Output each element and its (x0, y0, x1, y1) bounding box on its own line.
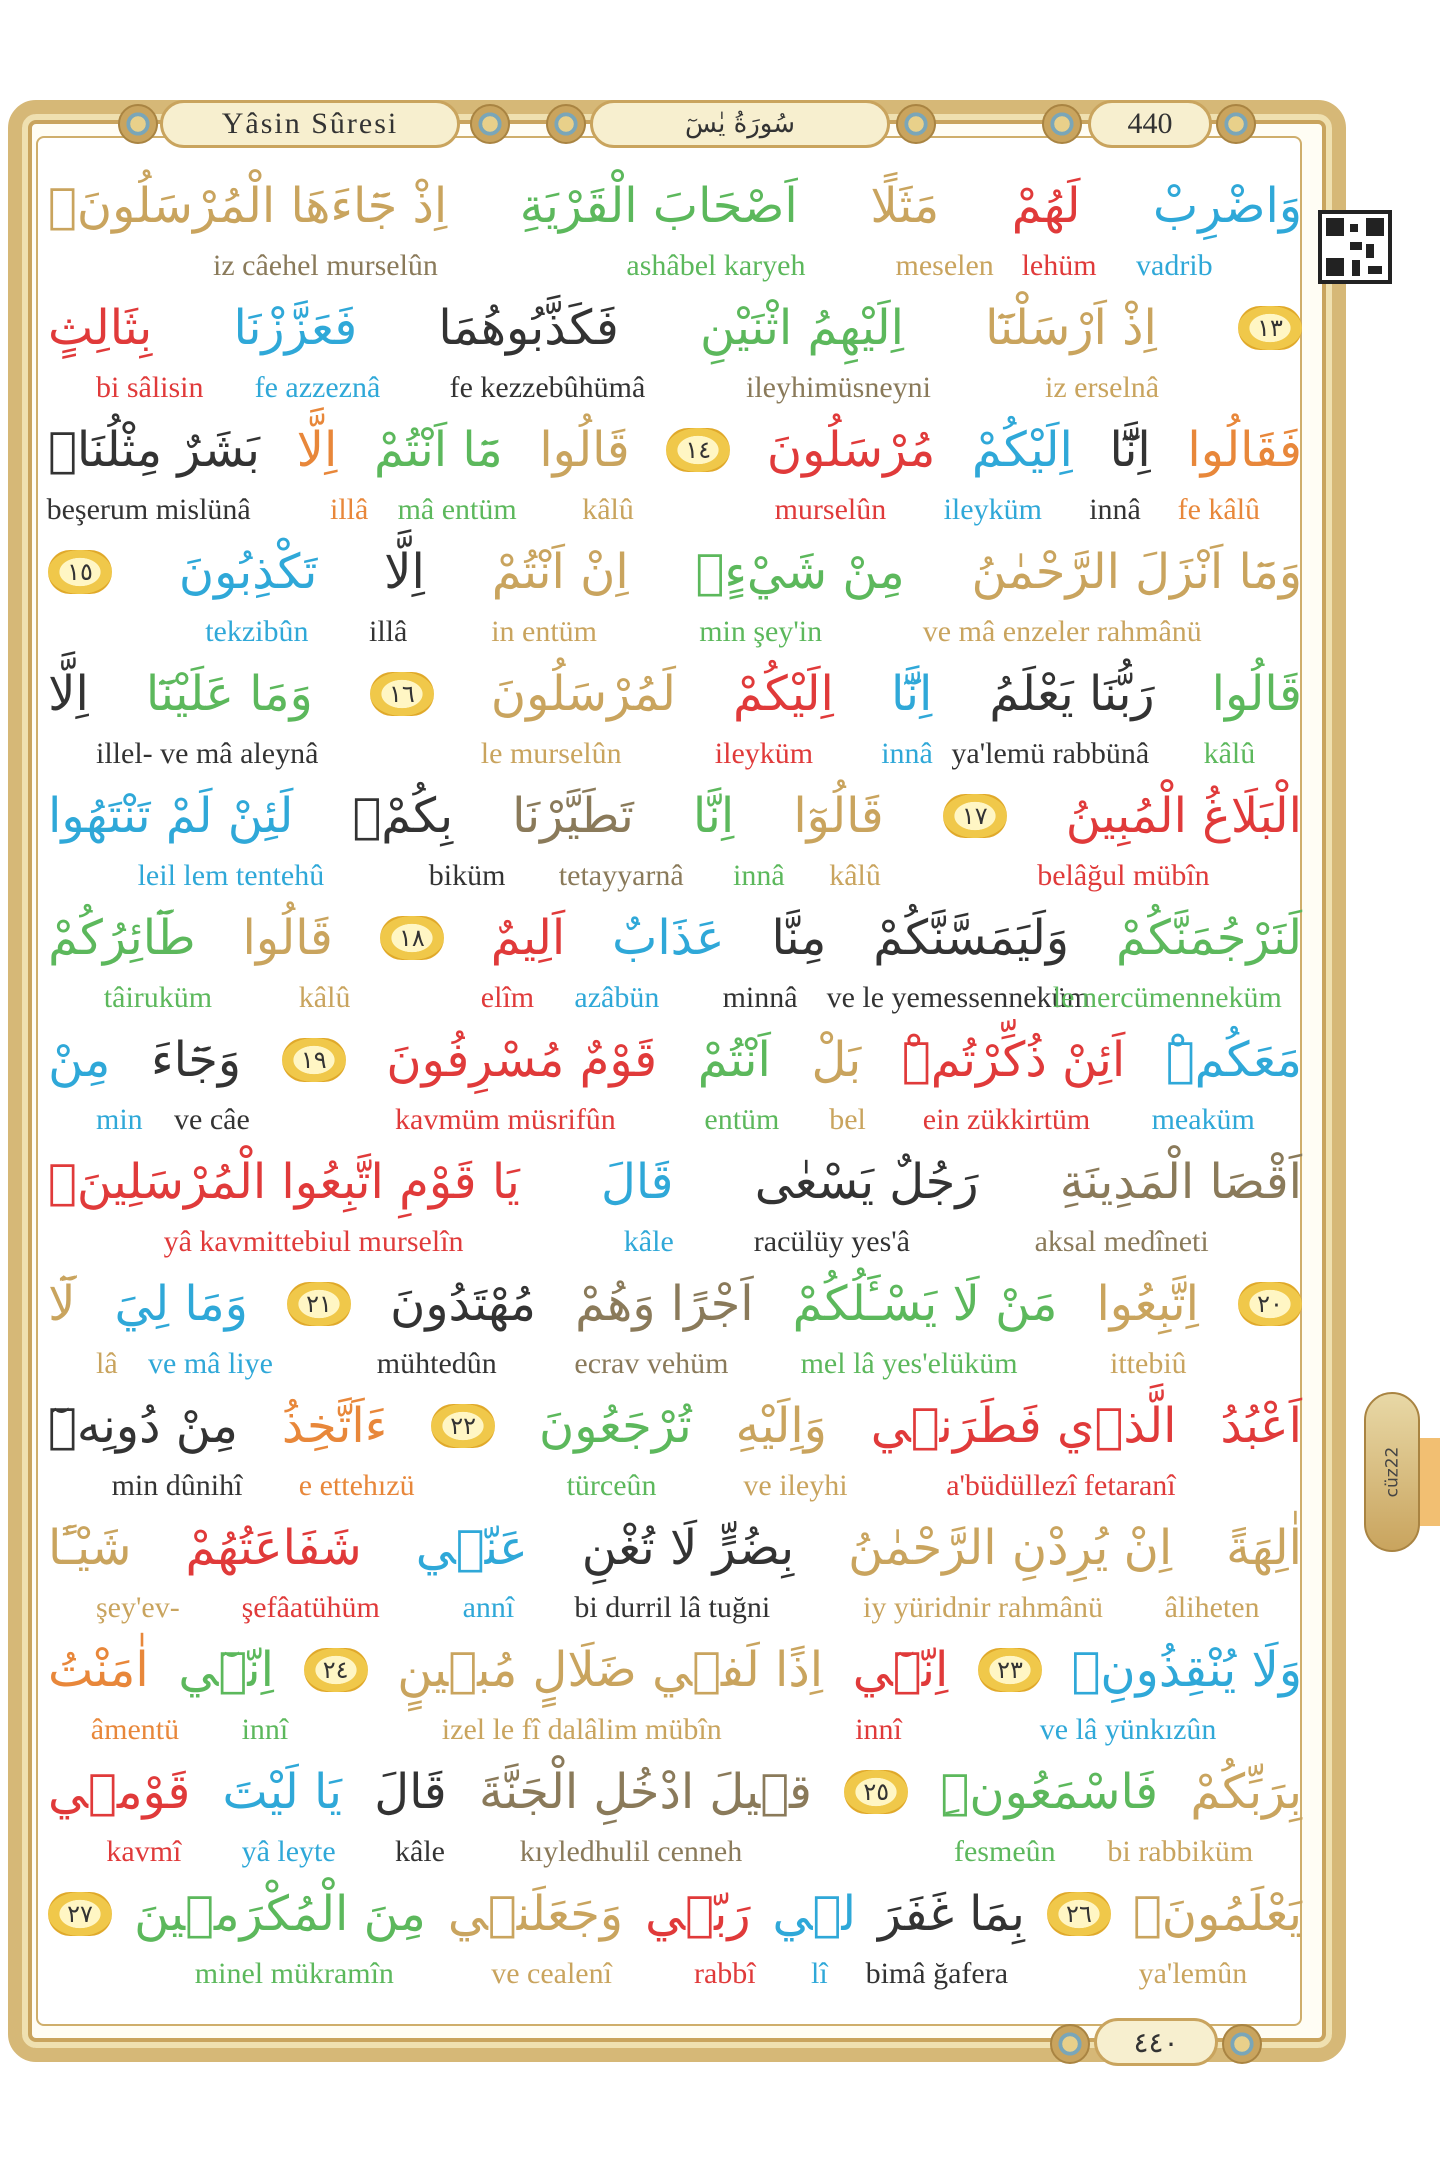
arabic-word: مِنْ شَيْءٍۙ (695, 544, 905, 600)
transliteration-word: ve cealenî (491, 1957, 612, 1990)
verse-line (44, 902, 1306, 1026)
arabic-text (44, 292, 1306, 364)
transliteration-word: ileyküm (943, 493, 1042, 526)
arabic-text (44, 1024, 1306, 1096)
surah-name-arabic: سُورَةُ يٰسٓ (590, 100, 890, 148)
verse-line (44, 1756, 1306, 1880)
arabic-word: وَاضْرِبْ (1153, 178, 1302, 234)
arabic-word: اَقْصَا الْمَدِينَةِ (1059, 1154, 1302, 1210)
verse-line (44, 170, 1306, 294)
transliteration-word: aksal medîneti (1034, 1225, 1209, 1258)
transliteration-word: meaküm (1151, 1103, 1255, 1136)
transliteration-word: azâbün (574, 981, 660, 1014)
transliteration-word: kavmüm müsrifûn (395, 1103, 616, 1136)
verse-line (44, 1634, 1306, 1758)
transliteration-word: âliheten (1164, 1591, 1260, 1624)
arabic-word: مَٓا اَنْتُمْ (374, 422, 503, 478)
transliteration-word: iz câehel murselûn (213, 249, 438, 282)
transliteration-word: türceûn (566, 1469, 657, 1502)
transliteration-word: tetayyarnâ (558, 859, 684, 892)
arabic-word: قَالُوا (1211, 666, 1302, 722)
transliteration-word: ileyhimüsneyni (746, 371, 931, 404)
verse-number-marker: ١٦ (370, 672, 434, 716)
transliteration-word: minel mükramîn (194, 1957, 394, 1990)
arabic-word: اِنَّٓا (1109, 422, 1151, 478)
arabic-text (44, 1512, 1306, 1584)
verse-number-marker: ٢٣ (978, 1648, 1042, 1692)
transliteration-word: kâle (395, 1835, 445, 1868)
transliteration-word: ve le yemessenneküm (826, 981, 1090, 1014)
arabic-word: اِتَّبِعُوا (1096, 1276, 1199, 1332)
footer-ornament-icon (1050, 2024, 1090, 2064)
verse-number-marker: ٢٧ (48, 1892, 112, 1936)
transliteration (44, 1832, 1306, 1872)
arabic-word: بِضُرٍّ لَا تُغْنِ (581, 1520, 795, 1576)
surah-name-latin: Yâsin Sûresi (160, 100, 460, 148)
arabic-word: وَلَيَمَسَّنَّكُمْ (873, 910, 1070, 966)
transliteration-word: fesmeûn (954, 1835, 1056, 1868)
transliteration-word: ecrav vehüm (574, 1347, 729, 1380)
header-ornament-icon (470, 104, 510, 144)
arabic-text (44, 1756, 1306, 1828)
verse-number-marker: ٢٥ (844, 1770, 908, 1814)
arabic-word: شَيْـًٔا (48, 1520, 132, 1576)
verse-number-marker: ٢٦ (1047, 1892, 1111, 1936)
transliteration-word: bi sâlisin (96, 371, 204, 404)
verse-line (44, 1878, 1306, 2002)
transliteration-word: racülüy yes'â (753, 1225, 910, 1258)
verse-line (44, 658, 1306, 782)
verse-line (44, 1146, 1306, 1270)
arabic-text (44, 1268, 1306, 1340)
header-ornament-icon (546, 104, 586, 144)
transliteration-word: elîm (480, 981, 535, 1014)
arabic-word: فَقَالُوا (1187, 422, 1302, 478)
arabic-word: عَذَابٌ (612, 910, 725, 966)
arabic-word: وَجَعَلَن۪ي (447, 1886, 624, 1942)
arabic-word: اِذْ جَٓاءَهَا الْمُرْسَلُونَۚ (48, 178, 448, 234)
arabic-word: لَنَرْجُمَنَّكُمْ (1116, 910, 1302, 966)
header-ornament-icon (118, 104, 158, 144)
arabic-word: قَالُوٓا (793, 788, 884, 844)
arabic-word: ق۪يلَ ادْخُلِ الْجَنَّةَ (479, 1764, 812, 1820)
transliteration-word: lehüm (1021, 249, 1097, 282)
transliteration-word: ya'lemü rabbünâ (951, 737, 1150, 770)
arabic-word: وَجَٓاءَ (151, 1032, 242, 1088)
transliteration-word: ya'lemûn (1138, 1957, 1248, 1990)
arabic-word: قَوْم۪ي (48, 1764, 191, 1820)
arabic-word: قَالَ (601, 1154, 674, 1210)
transliteration-word: ve ileyhi (743, 1469, 848, 1502)
transliteration (44, 1222, 1306, 1262)
arabic-word: تُرْجَعُونَ (538, 1398, 692, 1454)
arabic-word: وَمَا عَلَيْنَٓا (145, 666, 313, 722)
arabic-word: تَطَيَّرْنَا (512, 788, 634, 844)
verse-number-marker: ٢٤ (304, 1648, 368, 1692)
arabic-word: وَمَٓا اَنْزَلَ الرَّحْمٰنُ (971, 544, 1302, 600)
arabic-word: قَوْمٌ مُسْرِفُونَ (386, 1032, 658, 1088)
transliteration-word: ileyküm (714, 737, 814, 770)
juz-ornament (1364, 1392, 1420, 1552)
verse-line (44, 1024, 1306, 1148)
header-ornament-icon (1042, 104, 1082, 144)
arabic-word: اِلَّا (384, 544, 425, 600)
transliteration-word: âmentü (90, 1713, 180, 1746)
transliteration-word: şefâatühüm (241, 1591, 380, 1624)
verse-number-marker: ١٤ (666, 428, 730, 472)
transliteration-word: kâlû (298, 981, 351, 1014)
arabic-word: اٰمَنْتُ (48, 1642, 149, 1698)
transliteration-word: leil lem tentehû (137, 859, 325, 892)
transliteration-word: vadrib (1136, 249, 1213, 282)
arabic-word: تَكْذِبُونَ (178, 544, 318, 600)
arabic-word: لَهُمْ (1011, 178, 1081, 234)
transliteration-word: bi rabbiküm (1107, 1835, 1254, 1868)
verse-line (44, 1390, 1306, 1514)
verse-number-marker: ١٥ (48, 550, 112, 594)
arabic-word: عَنّ۪ي (415, 1520, 528, 1576)
transliteration (44, 368, 1306, 408)
arabic-word: مِنَّا (771, 910, 827, 966)
arabic-word: اِذًا لَف۪ي ضَلَالٍ مُب۪ينٍ (397, 1642, 824, 1698)
arabic-word: لَئِنْ لَمْ تَنْتَهُوا (48, 788, 294, 844)
arabic-word: قَالَ (374, 1764, 447, 1820)
transliteration-word: bimâ ğafera (865, 1957, 1009, 1990)
transliteration-word: fe azzeznâ (254, 371, 381, 404)
verse-line (44, 536, 1306, 660)
transliteration-word: ve mâ enzeler rahmânü (922, 615, 1202, 648)
transliteration-word: belâğul mübîn (1037, 859, 1210, 892)
transliteration (44, 1466, 1306, 1506)
arabic-word: رَبّ۪ي (645, 1886, 751, 1942)
transliteration (44, 1954, 1306, 1994)
verse-number-marker: ٢٠ (1238, 1282, 1302, 1326)
arabic-word: الَّذ۪ي فَطَرَن۪ي (870, 1398, 1177, 1454)
arabic-word: بِمَا غَفَرَ (878, 1886, 1025, 1942)
transliteration-word: innâ (1089, 493, 1141, 526)
arabic-word: بِثَالِثٍ (48, 300, 153, 356)
arabic-word: مَثَلًا (870, 178, 940, 234)
transliteration-word: illel- ve mâ aleynâ (96, 737, 319, 770)
juz-label: cüz22 (1382, 1446, 1402, 1498)
transliteration-word: tekzibûn (205, 615, 309, 648)
verse-line (44, 780, 1306, 904)
arabic-word: اِلَّا (48, 666, 89, 722)
arabic-word: اَعْبُدُ (1220, 1398, 1302, 1454)
verse-line (44, 1512, 1306, 1636)
arabic-word: وَمَا لِيَ (114, 1276, 248, 1332)
transliteration-word: ve lâ yünkızûn (1039, 1713, 1217, 1746)
transliteration-word: a'büdüllezî fetaranî (946, 1469, 1176, 1502)
verse-line (44, 1268, 1306, 1392)
transliteration-word: ve mâ liye (148, 1347, 273, 1380)
arabic-word: شَفَاعَتُهُمْ (185, 1520, 362, 1576)
arabic-text (44, 1146, 1306, 1218)
transliteration (44, 978, 1306, 1018)
transliteration (44, 1588, 1306, 1628)
transliteration (44, 1100, 1306, 1140)
arabic-word: اِنّ۪ٓي (852, 1642, 949, 1698)
verse-number-marker: ١٩ (282, 1038, 346, 1082)
arabic-word: اِلَيْكُمْ (732, 666, 834, 722)
arabic-word: ءَاَتَّخِذُ (281, 1398, 388, 1454)
transliteration-word: illâ (330, 493, 369, 526)
arabic-word: اٰلِهَةً (1226, 1520, 1302, 1576)
arabic-word: قَالُوا (539, 422, 630, 478)
arabic-word: قَالُوا (242, 910, 333, 966)
transliteration-word: biküm (428, 859, 506, 892)
arabic-word: اَنْتُمْ (697, 1032, 771, 1088)
transliteration-word: mâ entüm (397, 493, 517, 526)
transliteration-word: yâ leyte (241, 1835, 336, 1868)
transliteration-word: lî (811, 1957, 828, 1990)
transliteration-word: rabbî (694, 1957, 756, 1990)
arabic-word: لَٓا (48, 1276, 76, 1332)
arabic-word: فَاسْمَعُونِۜ (940, 1764, 1159, 1820)
transliteration-word: murselûn (774, 493, 887, 526)
transliteration-word: kâlû (582, 493, 634, 526)
arabic-word: اِنْ يُرِدْنِ الرَّحْمٰنُ (848, 1520, 1173, 1576)
arabic-text (44, 1390, 1306, 1462)
verse-line (44, 414, 1306, 538)
footer-page-number: ٤٤٠ (1094, 2018, 1218, 2066)
transliteration-word: şey'ev- (96, 1591, 180, 1624)
transliteration-word: kâlû (1203, 737, 1256, 770)
transliteration-word: iy yüridnir rahmânü (863, 1591, 1103, 1624)
transliteration-word: yâ kavmittebiul murselîn (163, 1225, 464, 1258)
arabic-word: ل۪ي (772, 1886, 856, 1942)
arabic-word: وَلَا يُنْقِذُونِۚ (1071, 1642, 1302, 1698)
arabic-word: اَصْحَابَ الْقَرْيَةِ (519, 178, 798, 234)
arabic-word: مُرْسَلُونَ (766, 422, 936, 478)
arabic-word: اِنّ۪ٓي (178, 1642, 274, 1698)
header-ornament-icon (896, 104, 936, 144)
verse-number-marker: ١٧ (943, 794, 1007, 838)
transliteration-word: e ettehızü (298, 1469, 415, 1502)
arabic-word: يَا قَوْمِ اتَّبِعُوا الْمُرْسَلِينَۙ (48, 1154, 520, 1210)
transliteration-word: ein zükkirtüm (922, 1103, 1091, 1136)
arabic-word: اِنَّا (692, 788, 735, 844)
transliteration-word: innâ (881, 737, 933, 770)
transliteration (44, 612, 1306, 652)
transliteration-word: iz erselnâ (1045, 371, 1160, 404)
arabic-word: اِنَّٓا (890, 666, 933, 722)
arabic-word: اِلَّا (296, 422, 338, 478)
header-ornament-icon (1216, 104, 1256, 144)
verse-line (44, 292, 1306, 416)
arabic-text (44, 902, 1306, 974)
verse-number-marker: ١٣ (1238, 306, 1302, 350)
transliteration-word: innî (241, 1713, 289, 1746)
arabic-word: مِنْ دُونِه۪ٓ (48, 1398, 238, 1454)
arabic-word: طَٓائِرُكُمْ (48, 910, 196, 966)
qr-code-icon[interactable] (1318, 210, 1392, 284)
transliteration-word: ashâbel karyeh (626, 249, 806, 282)
arabic-word: اَئِنْ ذُكِّرْتُمْۜ (901, 1032, 1126, 1088)
transliteration-word: illâ (369, 615, 408, 648)
arabic-text (44, 414, 1306, 486)
arabic-word: رَجُلٌ يَسْعٰى (754, 1154, 979, 1210)
transliteration-word: le murselûn (480, 737, 622, 770)
transliteration-word: ittebiû (1110, 1347, 1187, 1380)
verse-number-marker: ٢٢ (431, 1404, 495, 1448)
transliteration-word: bel (829, 1103, 866, 1136)
transliteration-word: beşerum mislünâ (46, 493, 251, 526)
transliteration-word: tâiruküm (103, 981, 213, 1014)
transliteration-word: izel le fî dalâlim mübîn (441, 1713, 722, 1746)
transliteration-word: le nercümenneküm (1052, 981, 1282, 1014)
transliteration-word: mel lâ yes'elüküm (800, 1347, 1018, 1380)
arabic-word: بِرَبِّكُمْ (1190, 1764, 1302, 1820)
transliteration-word: minnâ (722, 981, 798, 1014)
arabic-text (44, 1634, 1306, 1706)
arabic-word: اَجْرًا وَهُمْ (575, 1276, 754, 1332)
arabic-word: مِنَ الْمُكْرَم۪ينَ (134, 1886, 426, 1942)
transliteration-word: min şey'in (699, 615, 823, 648)
transliteration-word: mühtedûn (376, 1347, 497, 1380)
transliteration-word: meselen (895, 249, 994, 282)
arabic-word: مَنْ لَا يَسْـَٔلُكُمْ (792, 1276, 1058, 1332)
arabic-word: وَاِلَيْهِ (735, 1398, 827, 1454)
arabic-word: لَمُرْسَلُونَ (490, 666, 676, 722)
arabic-word: بَلْ (811, 1032, 862, 1088)
arabic-word: فَعَزَّزْنَا (233, 300, 358, 356)
page-number: 440 (1088, 100, 1212, 148)
footer-ornament-icon (1222, 2024, 1262, 2064)
transliteration-word: kıyledhulil cenneh (519, 1835, 743, 1868)
transliteration-word: innî (855, 1713, 902, 1746)
arabic-word: اِلَيْكُمْ (971, 422, 1073, 478)
transliteration-word: min (96, 1103, 143, 1136)
transliteration (44, 246, 1306, 286)
transliteration-word: in entüm (491, 615, 598, 648)
transliteration (44, 856, 1306, 896)
arabic-word: الْبَلَاغُ الْمُبِينُ (1065, 788, 1302, 844)
transliteration (44, 490, 1306, 530)
arabic-word: اِنْ اَنْتُمْ (491, 544, 629, 600)
arabic-word: مُهْتَدُونَ (390, 1276, 537, 1332)
arabic-text (44, 658, 1306, 730)
transliteration-word: min dûnihî (111, 1469, 243, 1502)
arabic-word: اَلِيمٌ (490, 910, 566, 966)
verse-number-marker: ١٨ (380, 916, 444, 960)
transliteration-word: ve câe (174, 1103, 250, 1136)
arabic-word: يَعْلَمُونَۙ (1132, 1886, 1302, 1942)
transliteration-word: kavmî (106, 1835, 182, 1868)
arabic-word: مَعَكُمْۜ (1165, 1032, 1302, 1088)
transliteration-word: kâle (623, 1225, 674, 1258)
arabic-word: بِكُمْۚ (352, 788, 454, 844)
arabic-word: اِلَيْهِمُ اثْنَيْنِ (700, 300, 904, 356)
arabic-text (44, 780, 1306, 852)
transliteration-word: entüm (704, 1103, 780, 1136)
transliteration (44, 1710, 1306, 1750)
verse-number-marker: ٢١ (287, 1282, 351, 1326)
arabic-word: رَبُّنَا يَعْلَمُ (989, 666, 1155, 722)
arabic-word: يَا لَيْتَ (222, 1764, 343, 1820)
transliteration-word: innâ (733, 859, 785, 892)
arabic-word: اِذْ اَرْسَلْنَٓا (985, 300, 1157, 356)
arabic-text (44, 170, 1306, 242)
transliteration (44, 1344, 1306, 1384)
transliteration-word: annî (462, 1591, 515, 1624)
arabic-word: بَشَرٌ مِثْلُنَاۙ (48, 422, 261, 478)
arabic-text (44, 1878, 1306, 1950)
transliteration-word: lâ (96, 1347, 118, 1380)
transliteration-word: fe kezzebûhümâ (449, 371, 646, 404)
transliteration-word: kâlû (829, 859, 881, 892)
arabic-word: مِنْ (48, 1032, 111, 1088)
arabic-word: فَكَذَّبُوهُمَا (438, 300, 619, 356)
arabic-text (44, 536, 1306, 608)
transliteration (44, 734, 1306, 774)
transliteration-word: bi durril lâ tuğni (574, 1591, 771, 1624)
transliteration-word: fe kâlû (1177, 493, 1261, 526)
